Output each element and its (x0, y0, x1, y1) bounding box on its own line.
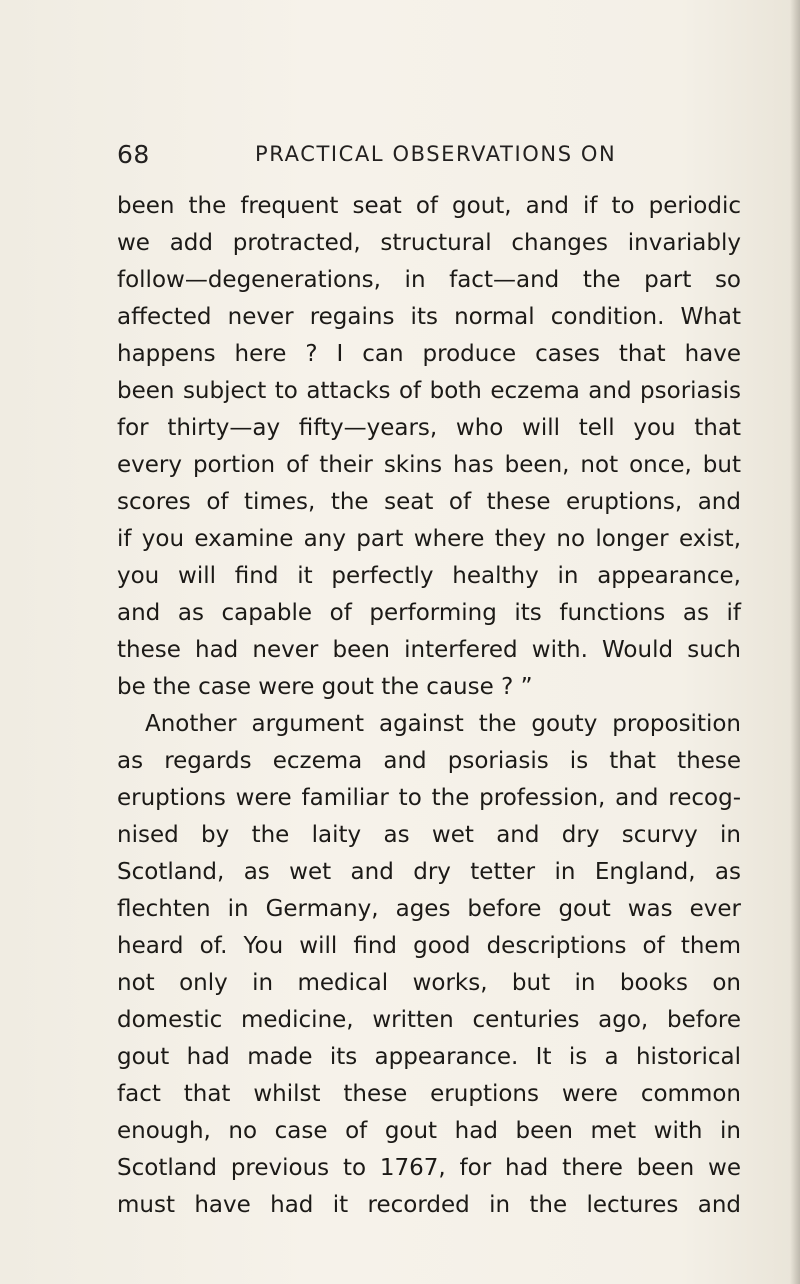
text-line: follow—degenerations, in fact—and the part so (117, 267, 741, 293)
text-line: eruptions were familiar to the profession, and recog- (117, 785, 741, 811)
text-line: these had never been interfered with. Would such (117, 637, 741, 663)
text-line: Scotland, as wet and dry tetter in England, as (117, 859, 741, 885)
text-line: heard of. You will find good descriptions of them (117, 933, 741, 959)
text-line: gout had made its appearance. It is a historical (117, 1044, 741, 1070)
text-line: you will find it perfectly healthy in appearance, (117, 563, 741, 589)
running-head-title: PRACTICAL OBSERVATIONS ON (255, 142, 617, 166)
text-line: must have had it recorded in the lectures and (117, 1192, 741, 1218)
text-line: scores of times, the seat of these eruptions, and (117, 489, 741, 515)
body-text (117, 188, 741, 1224)
text-line: nised by the laity as wet and dry scurvy in (117, 822, 741, 848)
page-number: 68 (117, 140, 150, 169)
text-line: if you examine any part where they no longer exist, (117, 526, 741, 552)
paragraph-first-line: Another argument against the gouty proposition (145, 711, 741, 737)
text-line: flechten in Germany, ages before gout was ever (117, 896, 741, 922)
text-line: and as capable of performing its functions as if (117, 600, 741, 626)
text-line: been subject to attacks of both eczema and psoriasis (117, 378, 741, 404)
text-line: enough, no case of gout had been met with in (117, 1118, 741, 1144)
text-line: not only in medical works, but in books on (117, 970, 741, 996)
text-line: for thirty—ay fifty—years, who will tell you that (117, 415, 741, 441)
text-line: happens here ? I can produce cases that have (117, 341, 741, 367)
running-head (117, 140, 742, 170)
text-line: Scotland previous to 1767, for had there been we (117, 1155, 741, 1181)
text-line: affected never regains its normal condition. What (117, 304, 741, 330)
text-line: fact that whilst these eruptions were common (117, 1081, 741, 1107)
page-edge-shadow (790, 0, 800, 1284)
text-line: as regards eczema and psoriasis is that these (117, 748, 741, 774)
paragraph-end-line: be the case were gout the cause ? ” (117, 674, 533, 700)
text-line: been the frequent seat of gout, and if to periodic (117, 193, 741, 219)
text-line: domestic medicine, written centuries ago, before (117, 1007, 741, 1033)
text-line: every portion of their skins has been, not once, but (117, 452, 741, 478)
text-line: we add protracted, structural changes invariably (117, 230, 741, 256)
